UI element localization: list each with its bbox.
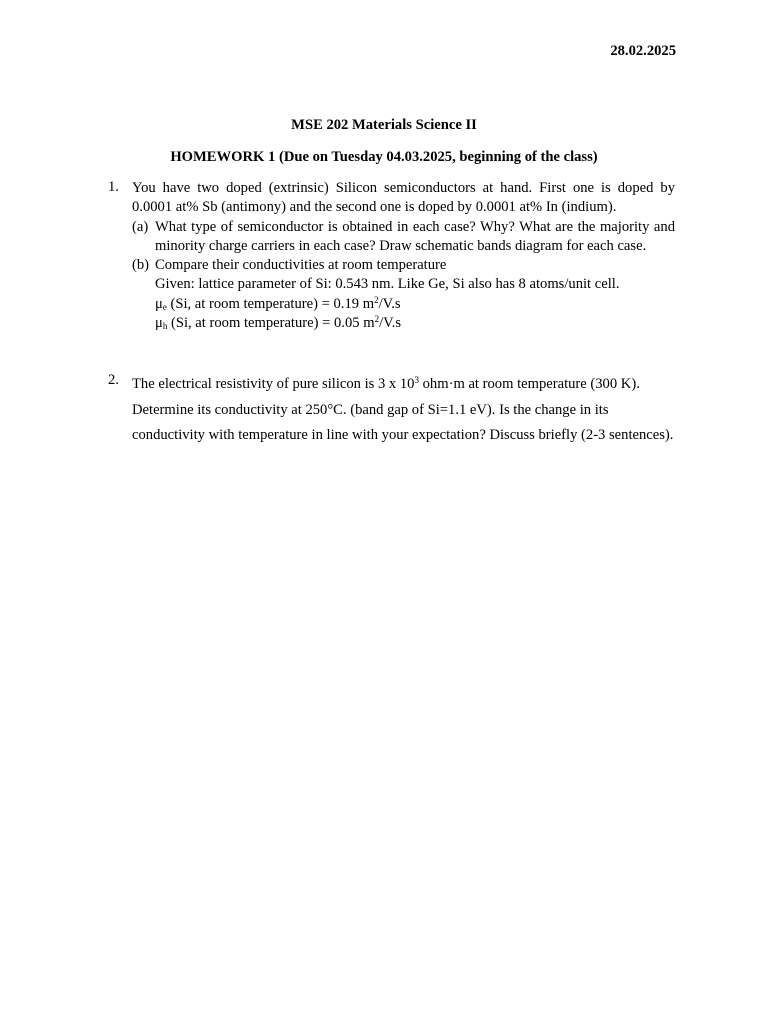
unit-tail: /V.s (379, 315, 402, 332)
question-text-end: ohm·m at room temperature (300 K). Determine its conductivity at 250°C. (band gap of Si=1.1 eV). Is the change in its conductivity with temperature in line with your expectation? Discuss briefly (2-3 sentences). (132, 376, 674, 443)
hole-mobility (155, 314, 675, 333)
mu-subscript: e (162, 301, 167, 312)
subquestion-text: What type of semiconductor is obtained in each case? Why? What are the majority and minority charge carriers in each case? Draw schematic bands diagram for each case. (155, 218, 675, 254)
mu-symbol: μ (155, 315, 163, 332)
subquestion-text: Compare their conductivities at room temperature (155, 257, 447, 274)
subquestion-a (132, 218, 675, 257)
question-body (132, 372, 675, 449)
subquestion-label: (a) (132, 218, 149, 235)
electron-mobility (155, 295, 675, 314)
subquestion-label: (b) (132, 257, 150, 274)
question-text-start: The electrical resistivity of pure silicon is 3 x 10 (132, 376, 415, 392)
document-date: 28.02.2025 (610, 43, 676, 59)
homework-title: HOMEWORK 1 (Due on Tuesday 04.03.2025, beginning of the class) (170, 149, 598, 165)
mu-symbol: μ (155, 295, 163, 312)
mobility-text: (Si, at room temperature) = 0.05 m (167, 315, 375, 332)
question-number: 1. (108, 179, 119, 195)
question-body (132, 179, 675, 333)
mu-subscript: h (162, 321, 168, 332)
given-values: Given: lattice parameter of Si: 0.543 nm. Like Ge, Si also has 8 atoms/unit cell. (155, 276, 620, 293)
question-number: 2. (108, 372, 119, 388)
exponent: 3 (414, 375, 419, 385)
exponent: 2 (374, 314, 380, 325)
exponent: 2 (374, 294, 379, 305)
subquestion-b (132, 256, 675, 333)
mobility-text: (Si, at room temperature) = 0.19 m (166, 295, 375, 312)
unit-tail: /V.s (378, 295, 401, 312)
course-title: MSE 202 Materials Science II (291, 117, 477, 133)
question-text: You have two doped (extrinsic) Silicon semiconductors at hand. First one is doped by 0.0001 at% Sb (antimony) and the second one is doped by 0.0001 at% In (indium). (132, 180, 675, 216)
